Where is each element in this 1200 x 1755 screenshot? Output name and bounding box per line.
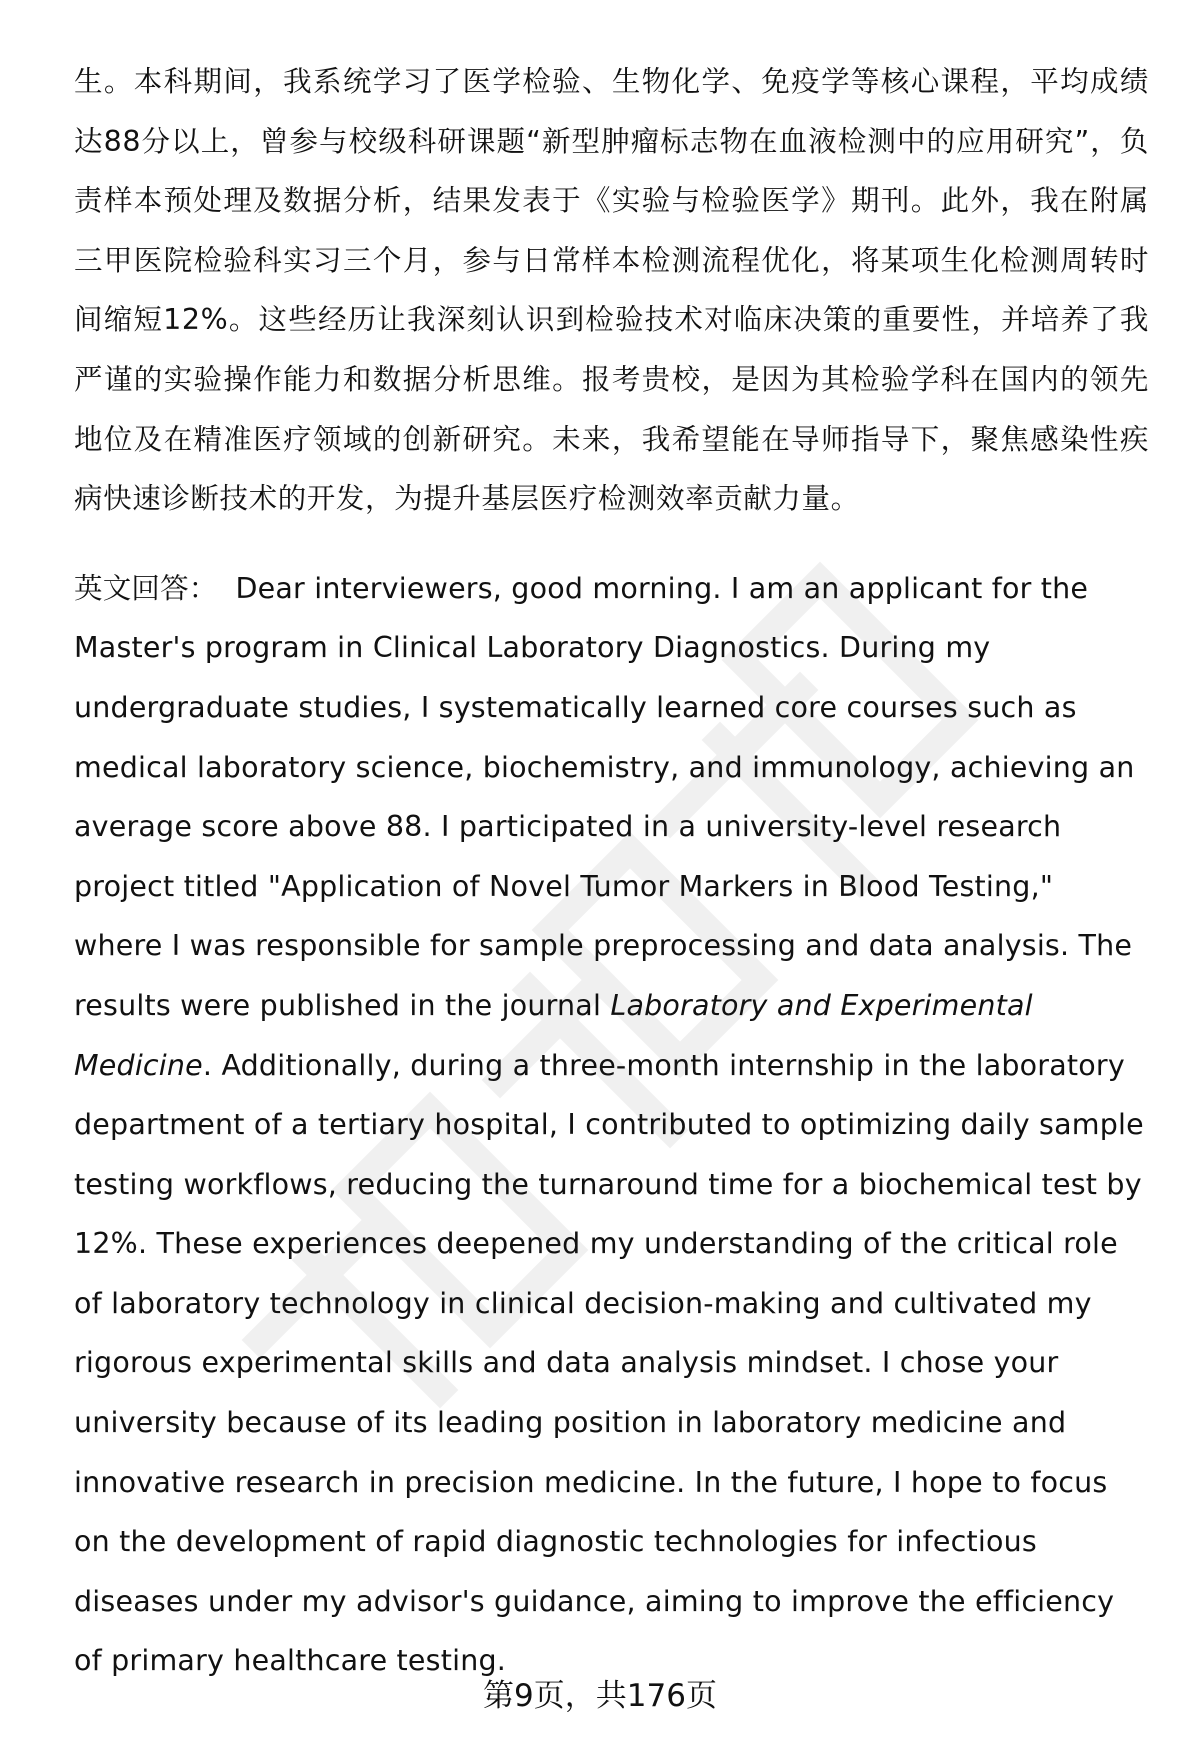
- english-answer-text-part2: . Additionally, during a three-month internship in the laboratory department of a tertiary hospital, I contributed to optimizing daily sample testing workflows, reducing the turnaround time for a biochemical test by 12%. These experiences deepened my understanding of the critical role of laboratory technology in clinical decision-making and cultivated my rigorous experimental skills and data analysis mindset. I chose your university because of its leading position in laboratory medicine and innovative research in precision medicine. In the future, I hope to focus on the development of rapid diagnostic technologies for infectious diseases under my advisor's guidance, aiming to improve the efficiency of primary healthcare testing.: [74, 1048, 1144, 1678]
- page-number-footer: 第9页，共176页: [483, 1678, 717, 1714]
- chinese-answer-paragraph: 生。本科期间，我系统学习了医学检验、生物化学、免疫学等核心课程，平均成绩达88分以上，曾参与校级科研课题“新型肿瘤标志物在血液检测中的应用研究”，负责样本预处理及数据分析，结果发表于《实验与检验医学》期刊。此外，我在附属三甲医院检验科实习三个月，参与日常样本检测流程优化，将某项生化检测周转时间缩短12%。这些经历让我深刻认识到检验技术对临床决策的重要性，并培养了我严谨的实验操作能力和数据分析思维。报考贵校，是因为其检验学科在国内的领先地位及在精准医疗领域的创新研究。未来，我希望能在导师指导下，聚焦感染性疾病快速诊断技术的开发，为提升基层医疗检测效率贡献力量。: [74, 65, 1149, 516]
- journal-title: Laboratory and Experimental Medicine: [74, 988, 1033, 1082]
- english-answer-label: 英文回答：: [74, 571, 218, 605]
- english-answer-text-part1: Dear interviewers, good morning. I am an applicant for the Master's program in Clinical Laboratory Diagnostics. During my undergraduate studies, I systematically learned core courses such as medical laboratory science, biochemistry, and immunology, achieving an average score above 88. I participated in a university-level research project titled "Application of Novel Tumor Markers in Blood Testing," where I was responsible for sample preprocessing and data analysis. The results were published in the journal: [74, 571, 1135, 1022]
- document-body: [74, 52, 1149, 1691]
- english-answer-paragraph: [74, 559, 1149, 1691]
